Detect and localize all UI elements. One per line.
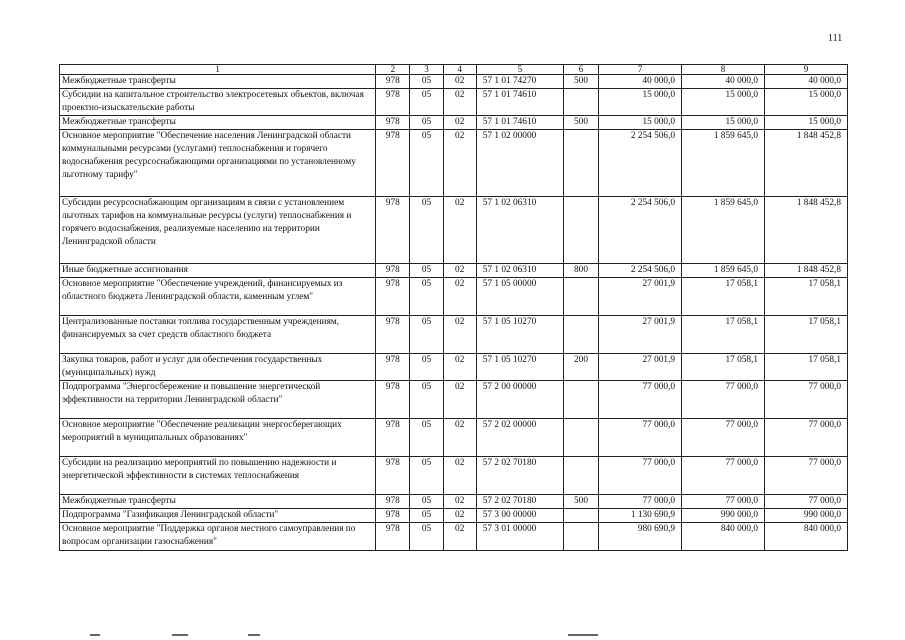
row-type-cell (563, 523, 598, 551)
row-amount-cell: 2 254 506,0 (599, 264, 682, 278)
row-name-cell: Подпрограмма "Энергосбережение и повышение энергетической эффективности на территории Ленинградской области" (60, 381, 376, 419)
row-section-cell: 05 (410, 381, 443, 419)
row-target-cell: 57 2 02 00000 (476, 419, 563, 457)
row-target-cell: 57 1 02 06310 (476, 264, 563, 278)
row-type-cell (563, 130, 598, 197)
row-target-cell: 57 1 01 74610 (476, 116, 563, 130)
row-subsection-cell: 02 (443, 316, 476, 354)
row-code-cell: 978 (376, 130, 410, 197)
row-amount-cell: 27 001,9 (599, 354, 682, 381)
row-amount-cell: 15 000,0 (682, 89, 765, 116)
row-name-cell: Субсидии на реализацию мероприятий по повышению надежности и энергетической эффективности в системах теплоснабжения (60, 457, 376, 495)
row-amount-cell: 17 058,1 (765, 316, 848, 354)
row-subsection-cell: 02 (443, 495, 476, 509)
row-target-cell: 57 1 05 00000 (476, 278, 563, 316)
budget-table (59, 64, 848, 551)
row-type-cell (563, 381, 598, 419)
row-name-cell: Основное мероприятие "Обеспечение реализации энергосберегающих мероприятий в муниципальных образованиях" (60, 419, 376, 457)
row-section-cell: 05 (410, 495, 443, 509)
table-row (60, 457, 848, 495)
row-amount-cell: 77 000,0 (682, 457, 765, 495)
header-cell: 7 (599, 65, 682, 75)
row-target-cell: 57 1 01 74270 (476, 75, 563, 89)
row-subsection-cell: 02 (443, 89, 476, 116)
row-amount-cell: 17 058,1 (682, 316, 765, 354)
header-cell: 1 (60, 65, 376, 75)
row-code-cell: 978 (376, 509, 410, 523)
row-amount-cell: 77 000,0 (765, 419, 848, 457)
row-amount-cell: 1 848 452,8 (765, 130, 848, 197)
row-type-cell: 500 (563, 75, 598, 89)
row-subsection-cell: 02 (443, 75, 476, 89)
row-section-cell: 05 (410, 419, 443, 457)
row-code-cell: 978 (376, 264, 410, 278)
row-section-cell: 05 (410, 75, 443, 89)
row-target-cell: 57 1 02 06310 (476, 197, 563, 264)
row-amount-cell: 15 000,0 (765, 89, 848, 116)
header-cell: 9 (765, 65, 848, 75)
row-amount-cell: 2 254 506,0 (599, 130, 682, 197)
row-amount-cell: 840 000,0 (682, 523, 765, 551)
row-amount-cell: 77 000,0 (599, 495, 682, 509)
row-code-cell: 978 (376, 381, 410, 419)
row-amount-cell: 15 000,0 (599, 89, 682, 116)
row-type-cell: 500 (563, 116, 598, 130)
header-cell: 6 (563, 65, 598, 75)
row-amount-cell: 17 058,1 (765, 354, 848, 381)
row-amount-cell: 77 000,0 (765, 457, 848, 495)
row-target-cell: 57 1 01 74610 (476, 89, 563, 116)
row-amount-cell: 40 000,0 (765, 75, 848, 89)
row-name-cell: Межбюджетные трансферты (60, 116, 376, 130)
row-name-cell: Субсидии ресурсоснабжающим организациям в связи с установлением льготных тарифов на коммунальные ресурсы (услуги) теплоснабжения и горячего водоснабжения, реализуемые населению на территории Ленинградской области (60, 197, 376, 264)
header-cell: 8 (682, 65, 765, 75)
row-section-cell: 05 (410, 197, 443, 264)
header-cell: 4 (443, 65, 476, 75)
row-amount-cell: 77 000,0 (599, 457, 682, 495)
row-amount-cell: 15 000,0 (765, 116, 848, 130)
row-amount-cell: 15 000,0 (682, 116, 765, 130)
row-section-cell: 05 (410, 116, 443, 130)
row-target-cell: 57 2 02 70180 (476, 457, 563, 495)
row-subsection-cell: 02 (443, 419, 476, 457)
row-amount-cell: 15 000,0 (599, 116, 682, 130)
row-subsection-cell: 02 (443, 523, 476, 551)
row-code-cell: 978 (376, 419, 410, 457)
row-amount-cell: 1 859 645,0 (682, 130, 765, 197)
row-subsection-cell: 02 (443, 116, 476, 130)
table-row (60, 197, 848, 264)
row-name-cell: Закупка товаров, работ и услуг для обеспечения государственных (муниципальных) нужд (60, 354, 376, 381)
row-target-cell: 57 1 02 00000 (476, 130, 563, 197)
table-row (60, 264, 848, 278)
row-code-cell: 978 (376, 278, 410, 316)
row-section-cell: 05 (410, 354, 443, 381)
row-name-cell: Межбюджетные трансферты (60, 495, 376, 509)
row-amount-cell: 17 058,1 (765, 278, 848, 316)
row-target-cell: 57 3 00 00000 (476, 509, 563, 523)
row-amount-cell: 77 000,0 (599, 381, 682, 419)
row-type-cell (563, 278, 598, 316)
row-code-cell: 978 (376, 354, 410, 381)
row-target-cell: 57 2 00 00000 (476, 381, 563, 419)
row-amount-cell: 27 001,9 (599, 316, 682, 354)
row-code-cell: 978 (376, 457, 410, 495)
row-section-cell: 05 (410, 523, 443, 551)
row-amount-cell: 1 859 645,0 (682, 197, 765, 264)
scan-edge-marks (0, 632, 905, 640)
row-subsection-cell: 02 (443, 130, 476, 197)
row-name-cell: Основное мероприятие "Поддержка органов местного самоуправления по вопросам организации газоснабжения" (60, 523, 376, 551)
table-row (60, 509, 848, 523)
row-amount-cell: 1 130 690,9 (599, 509, 682, 523)
row-section-cell: 05 (410, 457, 443, 495)
page-number: 111 (828, 33, 843, 44)
row-amount-cell: 77 000,0 (599, 419, 682, 457)
row-code-cell: 978 (376, 197, 410, 264)
row-section-cell: 05 (410, 264, 443, 278)
row-amount-cell: 17 058,1 (682, 354, 765, 381)
row-name-cell: Иные бюджетные ассигнования (60, 264, 376, 278)
table-header-row (60, 65, 848, 75)
table-row (60, 495, 848, 509)
row-subsection-cell: 02 (443, 509, 476, 523)
table-row (60, 89, 848, 116)
row-subsection-cell: 02 (443, 354, 476, 381)
row-code-cell: 978 (376, 523, 410, 551)
table-row (60, 523, 848, 551)
row-amount-cell: 840 000,0 (765, 523, 848, 551)
row-code-cell: 978 (376, 89, 410, 116)
table-row (60, 130, 848, 197)
row-amount-cell: 77 000,0 (765, 495, 848, 509)
table-row (60, 354, 848, 381)
row-type-cell (563, 419, 598, 457)
table-row (60, 116, 848, 130)
row-amount-cell: 990 000,0 (682, 509, 765, 523)
row-amount-cell: 77 000,0 (765, 381, 848, 419)
row-code-cell: 978 (376, 495, 410, 509)
row-type-cell (563, 509, 598, 523)
table-row (60, 278, 848, 316)
row-amount-cell: 77 000,0 (682, 495, 765, 509)
row-type-cell (563, 457, 598, 495)
table-row (60, 419, 848, 457)
row-target-cell: 57 2 02 70180 (476, 495, 563, 509)
row-amount-cell: 1 859 645,0 (682, 264, 765, 278)
row-name-cell: Межбюджетные трансферты (60, 75, 376, 89)
row-target-cell: 57 3 01 00000 (476, 523, 563, 551)
row-target-cell: 57 1 05 10270 (476, 354, 563, 381)
row-amount-cell: 980 690,9 (599, 523, 682, 551)
row-section-cell: 05 (410, 278, 443, 316)
row-section-cell: 05 (410, 509, 443, 523)
row-type-cell: 200 (563, 354, 598, 381)
table-row (60, 75, 848, 89)
row-name-cell: Субсидии на капитальное строительство электросетевых объектов, включая проектно-изыскательские работы (60, 89, 376, 116)
row-name-cell: Основное мероприятие "Обеспечение учреждений, финансируемых из областного бюджета Ленинградской области, каменным углем" (60, 278, 376, 316)
row-code-cell: 978 (376, 316, 410, 354)
row-name-cell: Основное мероприятие "Обеспечение населения Ленинградской области коммунальными ресурсами (услугами) теплоснабжения и горячего водоснабжения ресурсоснабжающими организациями по установленному льготному тарифу" (60, 130, 376, 197)
row-amount-cell: 17 058,1 (682, 278, 765, 316)
row-amount-cell: 77 000,0 (682, 381, 765, 419)
row-type-cell (563, 89, 598, 116)
row-section-cell: 05 (410, 89, 443, 116)
row-name-cell: Подпрограмма "Газификация Ленинградской области" (60, 509, 376, 523)
row-amount-cell: 77 000,0 (682, 419, 765, 457)
header-cell: 3 (410, 65, 443, 75)
row-section-cell: 05 (410, 316, 443, 354)
table-row (60, 381, 848, 419)
row-amount-cell: 27 001,9 (599, 278, 682, 316)
row-amount-cell: 2 254 506,0 (599, 197, 682, 264)
header-cell: 5 (476, 65, 563, 75)
table-row (60, 316, 848, 354)
budget-table-body (60, 65, 848, 551)
row-subsection-cell: 02 (443, 197, 476, 264)
row-amount-cell: 40 000,0 (682, 75, 765, 89)
row-subsection-cell: 02 (443, 457, 476, 495)
row-amount-cell: 1 848 452,8 (765, 197, 848, 264)
row-amount-cell: 40 000,0 (599, 75, 682, 89)
row-target-cell: 57 1 05 10270 (476, 316, 563, 354)
row-type-cell: 800 (563, 264, 598, 278)
row-type-cell: 500 (563, 495, 598, 509)
row-amount-cell: 990 000,0 (765, 509, 848, 523)
row-subsection-cell: 02 (443, 381, 476, 419)
row-name-cell: Централизованные поставки топлива государственным учреждениям, финансируемых за счет средств областного бюджета (60, 316, 376, 354)
row-type-cell (563, 316, 598, 354)
row-code-cell: 978 (376, 116, 410, 130)
header-cell: 2 (376, 65, 410, 75)
row-code-cell: 978 (376, 75, 410, 89)
row-subsection-cell: 02 (443, 278, 476, 316)
row-amount-cell: 1 848 452,8 (765, 264, 848, 278)
row-section-cell: 05 (410, 130, 443, 197)
row-type-cell (563, 197, 598, 264)
row-subsection-cell: 02 (443, 264, 476, 278)
